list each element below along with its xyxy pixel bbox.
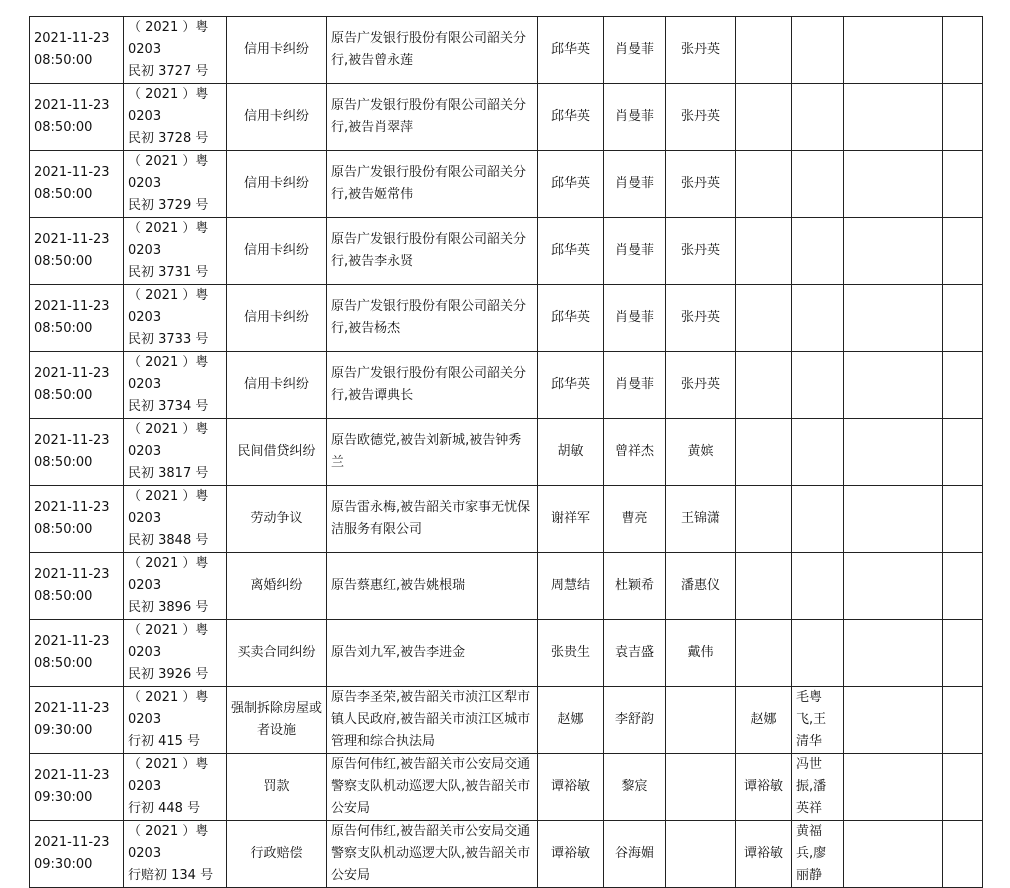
case-number-text: 行初 448 号 [128,801,201,816]
table-row [30,151,983,218]
parties-cell [327,151,538,218]
presiding-judge-cell [538,687,604,754]
parties-text: 原告广发银行股份有限公司韶关分行,被告杨杰 [331,299,527,336]
collegial-judge-cell [736,620,792,687]
parties-cell [327,754,538,821]
collegial-judge-cell [736,754,792,821]
parties-cell [327,553,538,620]
case-number-cell [124,84,227,151]
clerk-cell [666,218,736,285]
blank-cell [844,419,943,486]
blank-cell [844,151,943,218]
presiding-judge-cell [538,486,604,553]
blank-cell [943,84,983,151]
case-cause-cell [227,821,327,888]
blank-cell [943,419,983,486]
hearing-date-cell [30,754,124,821]
case-number-text: （ 2021 ）粤 0203 [128,355,209,392]
collegial-judge-cell [736,17,792,84]
parties-text: 原告广发银行股份有限公司韶关分行,被告李永贤 [331,232,527,269]
presiding-judge-cell [538,821,604,888]
parties-text: 原告雷永梅,被告韶关市家事无忧保洁服务有限公司 [331,500,531,537]
collegial-judge-cell [736,352,792,419]
clerk-cell [666,620,736,687]
panel-members-cell [792,754,844,821]
parties-cell [327,821,538,888]
parties-text: 原告广发银行股份有限公司韶关分行,被告姬常伟 [331,165,527,202]
case-cause-text: 劳动争议 [250,511,303,526]
judge-text: 肖曼菲 [614,109,654,124]
collegial-judge-cell [736,218,792,285]
table-row [30,218,983,285]
case-number-text: 民初 3817 号 [128,466,209,481]
hearing-date-cell [30,151,124,218]
panel-members-cell [792,218,844,285]
panel-members-cell [792,352,844,419]
hearing-date-text: 08:50:00 [34,455,93,470]
judge-cell [604,84,666,151]
parties-cell [327,419,538,486]
blank-cell [844,821,943,888]
parties-cell [327,218,538,285]
parties-cell [327,84,538,151]
table-row [30,419,983,486]
case-cause-cell [227,486,327,553]
blank-cell [943,821,983,888]
hearing-date-text: 2021-11-23 [34,567,110,582]
case-cause-text: 信用卡纠纷 [243,377,309,392]
panel-members-text: 毛粤飞,王清华 [796,690,827,749]
hearing-date-cell [30,419,124,486]
blank-cell [844,620,943,687]
parties-cell [327,352,538,419]
table-row [30,553,983,620]
case-cause-text: 信用卡纠纷 [243,109,309,124]
presiding-judge-text: 邱华英 [550,310,590,325]
presiding-judge-cell [538,419,604,486]
case-number-cell [124,821,227,888]
case-cause-cell [227,553,327,620]
collegial-judge-cell [736,821,792,888]
case-cause-cell [227,218,327,285]
presiding-judge-cell [538,553,604,620]
case-number-text: （ 2021 ）粤 0203 [128,221,209,258]
hearing-date-text: 08:50:00 [34,120,93,135]
case-number-cell [124,553,227,620]
hearing-date-text: 2021-11-23 [34,500,110,515]
clerk-cell [666,553,736,620]
clerk-cell [666,352,736,419]
case-cause-text: 离婚纠纷 [250,578,303,593]
judge-cell [604,17,666,84]
parties-text: 原告李圣荣,被告韶关市浈江区犁市镇人民政府,被告韶关市浈江区城市管理和综合执法局 [331,690,531,749]
case-cause-cell [227,419,327,486]
presiding-judge-cell [538,352,604,419]
hearing-date-cell [30,285,124,352]
blank-cell [943,620,983,687]
case-number-text: （ 2021 ）粤 0203 [128,288,209,325]
judge-cell [604,486,666,553]
case-number-text: 民初 3848 号 [128,533,209,548]
collegial-judge-cell [736,151,792,218]
case-number-text: （ 2021 ）粤 0203 [128,87,209,124]
blank-cell [844,218,943,285]
parties-cell [327,285,538,352]
judge-cell [604,754,666,821]
case-number-text: （ 2021 ）粤 0203 [128,556,209,593]
case-cause-cell [227,687,327,754]
schedule-body [30,17,983,888]
clerk-text: 王锦潇 [680,511,720,526]
hearing-date-text: 2021-11-23 [34,299,110,314]
case-number-text: （ 2021 ）粤 0203 [128,757,209,794]
case-number-text: （ 2021 ）粤 0203 [128,20,209,57]
panel-members-cell [792,151,844,218]
collegial-judge-cell [736,285,792,352]
collegial-judge-text: 谭裕敏 [743,779,783,794]
clerk-cell [666,17,736,84]
parties-text: 原告刘九军,被告李进金 [331,645,466,660]
collegial-judge-cell [736,553,792,620]
case-number-text: 民初 3728 号 [128,131,209,146]
presiding-judge-text: 胡敏 [557,444,584,459]
case-cause-text: 信用卡纠纷 [243,243,309,258]
blank-cell [943,352,983,419]
blank-cell [844,285,943,352]
hearing-date-cell [30,352,124,419]
judge-cell [604,620,666,687]
clerk-text: 张丹英 [680,243,720,258]
case-number-cell [124,17,227,84]
panel-members-cell [792,419,844,486]
blank-cell [943,486,983,553]
table-row [30,84,983,151]
table-row [30,754,983,821]
presiding-judge-cell [538,84,604,151]
hearing-date-text: 08:50:00 [34,656,93,671]
case-cause-text: 信用卡纠纷 [243,176,309,191]
table-row [30,352,983,419]
presiding-judge-cell [538,285,604,352]
case-number-cell [124,218,227,285]
case-number-text: 民初 3727 号 [128,64,209,79]
clerk-cell [666,285,736,352]
blank-cell [844,352,943,419]
panel-members-cell [792,84,844,151]
case-number-cell [124,620,227,687]
judge-text: 谷海媚 [614,846,654,861]
case-number-text: 民初 3731 号 [128,265,209,280]
case-number-cell [124,352,227,419]
clerk-text: 潘惠仪 [680,578,720,593]
panel-members-cell [792,17,844,84]
case-cause-text: 买卖合同纠纷 [237,645,316,660]
hearing-date-text: 2021-11-23 [34,701,110,716]
case-number-cell [124,419,227,486]
presiding-judge-cell [538,17,604,84]
clerk-cell [666,84,736,151]
presiding-judge-text: 邱华英 [550,176,590,191]
case-number-text: （ 2021 ）粤 0203 [128,824,209,861]
case-cause-cell [227,84,327,151]
case-cause-cell [227,151,327,218]
case-cause-text: 行政赔偿 [250,846,303,861]
panel-members-text: 冯世振,潘英祥 [796,757,827,816]
case-number-text: 民初 3734 号 [128,399,209,414]
presiding-judge-text: 周慧结 [550,578,590,593]
parties-text: 原告广发银行股份有限公司韶关分行,被告曾永莲 [331,31,527,68]
table-row [30,821,983,888]
case-number-text: 民初 3896 号 [128,600,209,615]
panel-members-cell [792,620,844,687]
parties-text: 原告何伟红,被告韶关市公安局交通警察支队机动巡逻大队,被告韶关市公安局 [331,824,531,883]
presiding-judge-cell [538,151,604,218]
panel-members-cell [792,553,844,620]
hearing-date-text: 09:30:00 [34,857,93,872]
judge-cell [604,218,666,285]
blank-cell [943,687,983,754]
collegial-judge-cell [736,419,792,486]
judge-text: 李舒韵 [614,712,654,727]
blank-cell [844,486,943,553]
clerk-cell [666,821,736,888]
case-number-cell [124,754,227,821]
case-number-text: 行赔初 134 号 [128,868,214,883]
hearing-date-text: 2021-11-23 [34,433,110,448]
case-cause-text: 强制拆除房屋或者设施 [231,701,323,738]
clerk-cell [666,754,736,821]
presiding-judge-text: 邱华英 [550,42,590,57]
case-cause-cell [227,285,327,352]
presiding-judge-text: 邱华英 [550,243,590,258]
judge-cell [604,352,666,419]
hearing-date-text: 08:50:00 [34,589,93,604]
presiding-judge-text: 谭裕敏 [550,779,590,794]
hearing-date-text: 2021-11-23 [34,31,110,46]
hearing-date-cell [30,486,124,553]
hearing-date-text: 08:50:00 [34,53,93,68]
judge-text: 肖曼菲 [614,42,654,57]
case-number-text: 行初 415 号 [128,734,201,749]
judge-text: 杜颖希 [614,578,654,593]
panel-members-cell [792,821,844,888]
parties-text: 原告蔡惠红,被告姚根瑞 [331,578,466,593]
table-row [30,17,983,84]
blank-cell [943,218,983,285]
hearing-date-cell [30,17,124,84]
hearing-date-cell [30,553,124,620]
case-cause-text: 信用卡纠纷 [243,42,309,57]
presiding-judge-text: 谭裕敏 [550,846,590,861]
presiding-judge-text: 邱华英 [550,377,590,392]
parties-text: 原告广发银行股份有限公司韶关分行,被告谭典长 [331,366,527,403]
judge-text: 肖曼菲 [614,176,654,191]
clerk-text: 张丹英 [680,310,720,325]
case-cause-cell [227,620,327,687]
blank-cell [844,17,943,84]
blank-cell [844,84,943,151]
presiding-judge-text: 邱华英 [550,109,590,124]
hearing-date-cell [30,821,124,888]
case-number-text: 民初 3733 号 [128,332,209,347]
blank-cell [943,553,983,620]
hearing-date-cell [30,687,124,754]
blank-cell [844,687,943,754]
case-number-text: （ 2021 ）粤 0203 [128,690,209,727]
parties-cell [327,486,538,553]
hearing-schedule-table [29,16,983,888]
blank-cell [844,553,943,620]
judge-text: 袁吉盛 [614,645,654,660]
judge-text: 曾祥杰 [614,444,654,459]
judge-cell [604,151,666,218]
blank-cell [943,151,983,218]
hearing-date-cell [30,84,124,151]
parties-text: 原告欧德党,被告刘新城,被告钟秀兰 [331,433,522,470]
case-number-text: 民初 3926 号 [128,667,209,682]
hearing-date-text: 08:50:00 [34,388,93,403]
presiding-judge-cell [538,620,604,687]
parties-cell [327,620,538,687]
hearing-date-cell [30,620,124,687]
collegial-judge-cell [736,84,792,151]
case-number-cell [124,486,227,553]
presiding-judge-cell [538,218,604,285]
blank-cell [943,754,983,821]
panel-members-cell [792,285,844,352]
case-number-cell [124,687,227,754]
table-row [30,687,983,754]
case-cause-cell [227,17,327,84]
hearing-date-text: 08:50:00 [34,254,93,269]
hearing-date-text: 2021-11-23 [34,98,110,113]
panel-members-cell [792,486,844,553]
case-number-cell [124,151,227,218]
judge-cell [604,419,666,486]
blank-cell [844,754,943,821]
case-cause-cell [227,754,327,821]
judge-cell [604,687,666,754]
presiding-judge-text: 谢祥军 [550,511,590,526]
hearing-date-text: 2021-11-23 [34,835,110,850]
collegial-judge-cell [736,486,792,553]
judge-text: 肖曼菲 [614,310,654,325]
case-cause-text: 罚款 [263,779,290,794]
hearing-date-text: 08:50:00 [34,321,93,336]
hearing-date-text: 09:30:00 [34,790,93,805]
panel-members-cell [792,687,844,754]
blank-cell [943,17,983,84]
judge-text: 肖曼菲 [614,243,654,258]
case-number-text: （ 2021 ）粤 0203 [128,489,209,526]
clerk-cell [666,687,736,754]
judge-cell [604,285,666,352]
case-cause-cell [227,352,327,419]
presiding-judge-cell [538,754,604,821]
hearing-date-text: 2021-11-23 [34,768,110,783]
judge-text: 肖曼菲 [614,377,654,392]
clerk-cell [666,419,736,486]
parties-cell [327,17,538,84]
clerk-text: 张丹英 [680,176,720,191]
case-number-text: （ 2021 ）粤 0203 [128,154,209,191]
hearing-date-text: 2021-11-23 [34,232,110,247]
judge-text: 黎宸 [621,779,648,794]
judge-cell [604,553,666,620]
parties-text: 原告何伟红,被告韶关市公安局交通警察支队机动巡逻大队,被告韶关市公安局 [331,757,531,816]
judge-text: 曹亮 [621,511,648,526]
hearing-date-text: 2021-11-23 [34,366,110,381]
collegial-judge-text: 谭裕敏 [743,846,783,861]
case-number-text: （ 2021 ）粤 0203 [128,623,209,660]
table-row [30,486,983,553]
hearing-date-text: 2021-11-23 [34,165,110,180]
collegial-judge-text: 赵娜 [750,712,777,727]
hearing-date-text: 08:50:00 [34,187,93,202]
hearing-date-text: 08:50:00 [34,522,93,537]
clerk-text: 黄嫔 [687,444,714,459]
case-number-cell [124,285,227,352]
case-cause-text: 民间借贷纠纷 [237,444,316,459]
blank-cell [943,285,983,352]
hearing-date-text: 09:30:00 [34,723,93,738]
collegial-judge-cell [736,687,792,754]
parties-text: 原告广发银行股份有限公司韶关分行,被告肖翠萍 [331,98,527,135]
clerk-text: 张丹英 [680,377,720,392]
case-number-text: （ 2021 ）粤 0203 [128,422,209,459]
parties-cell [327,687,538,754]
presiding-judge-text: 赵娜 [557,712,584,727]
case-number-text: 民初 3729 号 [128,198,209,213]
hearing-date-text: 2021-11-23 [34,634,110,649]
clerk-text: 张丹英 [680,109,720,124]
case-cause-text: 信用卡纠纷 [243,310,309,325]
clerk-text: 张丹英 [680,42,720,57]
hearing-date-cell [30,218,124,285]
table-row [30,285,983,352]
clerk-cell [666,486,736,553]
clerk-cell [666,151,736,218]
panel-members-text: 黄福兵,廖丽静 [796,824,827,883]
presiding-judge-text: 张贵生 [550,645,590,660]
judge-cell [604,821,666,888]
table-row [30,620,983,687]
clerk-text: 戴伟 [687,645,714,660]
